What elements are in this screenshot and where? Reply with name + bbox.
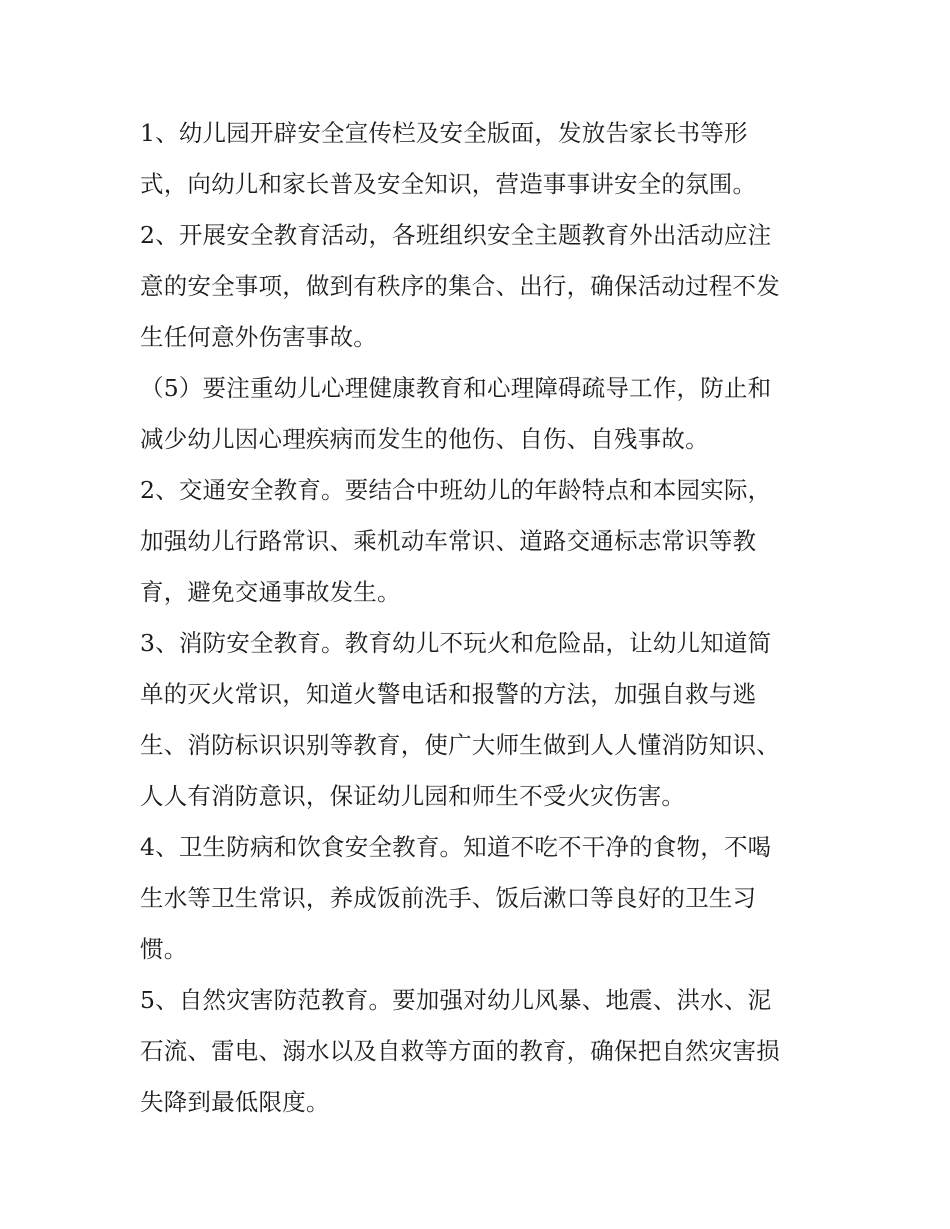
document-body xyxy=(140,108,820,1128)
text-line: 5、自然灾害防范教育。要加强对幼儿风暴、地震、洪水、泥 xyxy=(140,986,772,1014)
text-line: 2、开展安全教育活动，各班组织安全主题教育外出活动应注 xyxy=(140,221,772,249)
text-line: 人人有消防意识，保证幼儿园和师生不受火灾伤害。 xyxy=(140,782,686,810)
text-line: 育，避免交通事故发生。 xyxy=(140,578,401,606)
text-line: 惯。 xyxy=(140,935,188,963)
text-line: 式，向幼儿和家长普及安全知识，营造事事讲安全的氛围。 xyxy=(140,170,757,198)
text-line: 3、消防安全教育。教育幼儿不玩火和危险品，让幼儿知道简 xyxy=(140,629,772,657)
text-line: 加强幼儿行路常识、乘机动车常识、道路交通标志常识等教 xyxy=(140,527,757,555)
text-line: 生、消防标识识别等教育，使广大师生做到人人懂消防知识、 xyxy=(140,731,780,759)
text-line: 1、幼儿园开辟安全宣传栏及安全版面，发放告家长书等形 xyxy=(140,119,748,147)
text-line: 2、交通安全教育。要结合中班幼儿的年龄特点和本园实际， xyxy=(140,476,772,504)
text-line: （5）要注重幼儿心理健康教育和心理障碍疏导工作，防止和 xyxy=(140,374,772,402)
text-line: 石流、雷电、溺水以及自救等方面的教育，确保把自然灾害损 xyxy=(140,1037,780,1065)
text-line: 生任何意外伤害事故。 xyxy=(140,323,377,351)
text-line: 单的灭火常识，知道火警电话和报警的方法，加强自救与逃 xyxy=(140,680,757,708)
text-line: 生水等卫生常识，养成饭前洗手、饭后漱口等良好的卫生习 xyxy=(140,884,757,912)
text-line: 减少幼儿因心理疾病而发生的他伤、自伤、自残事故。 xyxy=(140,425,709,453)
text-line: 失降到最低限度。 xyxy=(140,1088,330,1116)
text-line: 4、卫生防病和饮食安全教育。知道不吃不干净的食物，不喝 xyxy=(140,833,772,861)
text-line: 意的安全事项，做到有秩序的集合、出行，确保活动过程不发 xyxy=(140,272,780,300)
